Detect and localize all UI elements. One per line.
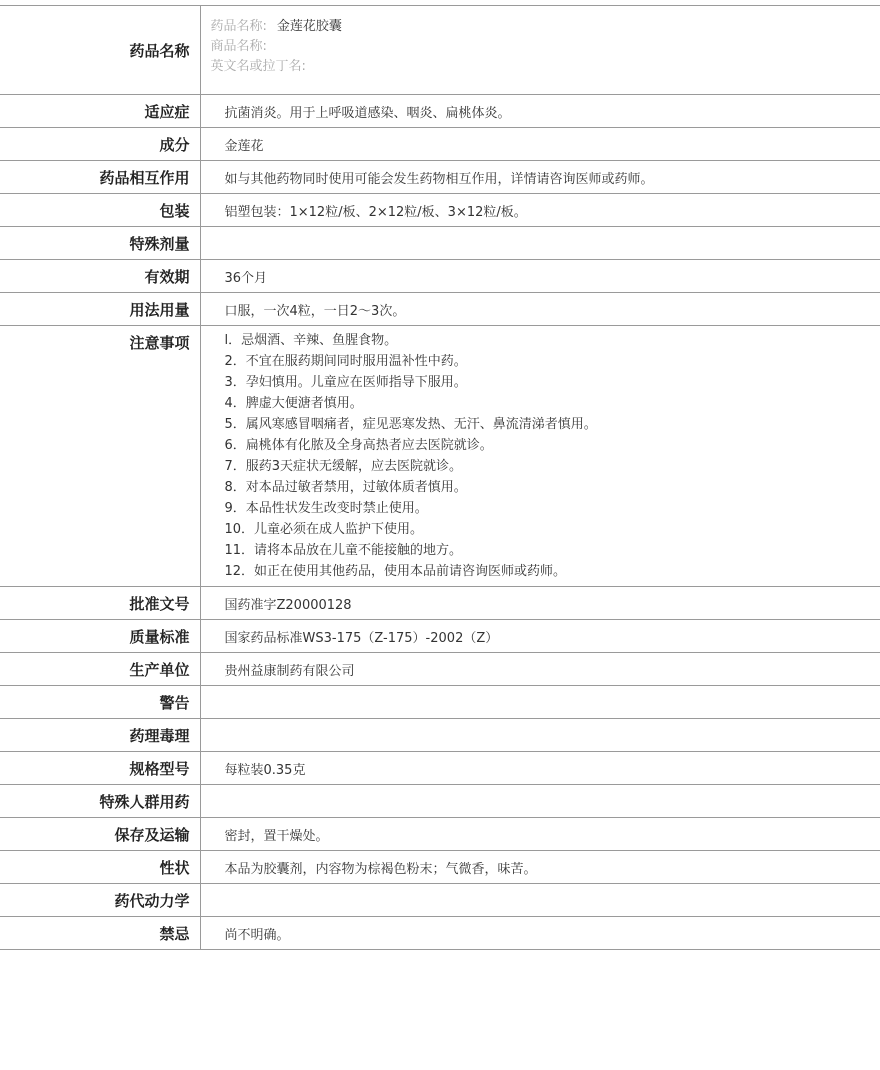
generic-name-key: 药品名称:: [210, 19, 267, 34]
list-item: l．忌烟酒、辛辣、鱼腥食物。: [224, 333, 398, 348]
row-quality-standard: [0, 620, 880, 653]
row-precautions: [0, 326, 880, 587]
row-value: 口服，一次4粒，一日2～3次。: [200, 293, 880, 326]
drug-name-cell: [200, 6, 880, 95]
row-specification: [0, 752, 880, 785]
row-value: 铝塑包装：1×12粒/板、2×12粒/板、3×12粒/板。: [200, 194, 880, 227]
row-value: 每粒装0.35克: [200, 752, 880, 785]
row-shelf-life: [0, 260, 880, 293]
row-value: 尚不明确。: [200, 917, 880, 950]
list-item: 4．脾虚大便溏者慎用。: [224, 396, 363, 411]
trade-name-key: 商品名称:: [210, 39, 267, 54]
row-value: 密封，置干燥处。: [200, 818, 880, 851]
row-label: 保存及运输: [0, 818, 200, 851]
row-label: 性状: [0, 851, 200, 884]
row-label: 特殊人群用药: [0, 785, 200, 818]
list-item: 9．本品性状发生改变时禁止使用。: [224, 501, 428, 516]
row-label: 有效期: [0, 260, 200, 293]
list-item: 12．如正在使用其他药品，使用本品前请咨询医师或药师。: [224, 564, 567, 579]
row-label: 注意事项: [0, 326, 200, 587]
list-item: 8．对本品过敏者禁用，过敏体质者慎用。: [224, 480, 467, 495]
row-value: 抗菌消炎。用于上呼吸道感染、咽炎、扁桃体炎。: [200, 95, 880, 128]
row-value: 金莲花: [200, 128, 880, 161]
row-value: 国家药品标准WS3-175（Z-175）-2002（Z）: [200, 620, 880, 653]
drug-spec-table: [0, 5, 880, 950]
generic-name-value: 金莲花胶囊: [276, 19, 342, 34]
row-warning: [0, 686, 880, 719]
row-pharmacokinetics: [0, 884, 880, 917]
row-label: 警告: [0, 686, 200, 719]
list-item: 3．孕妇慎用。儿童应在医师指导下服用。: [224, 375, 467, 390]
row-special-populations: [0, 785, 880, 818]
row-drug-name: [0, 6, 880, 95]
row-value: [200, 719, 880, 752]
row-description: [0, 851, 880, 884]
row-pharmacology: [0, 719, 880, 752]
row-value: 国药准字Z20000128: [200, 587, 880, 620]
row-dosage: [0, 293, 880, 326]
row-label: 成分: [0, 128, 200, 161]
row-manufacturer: [0, 653, 880, 686]
row-label: 规格型号: [0, 752, 200, 785]
row-interactions: [0, 161, 880, 194]
list-item: 6．扁桃体有化脓及全身高热者应去医院就诊。: [224, 438, 493, 453]
row-ingredients: [0, 128, 880, 161]
row-label: 药品名称: [0, 6, 200, 95]
list-item: 5．属风寒感冒咽痛者，症见恶寒发热、无汗、鼻流清涕者慎用。: [224, 417, 597, 432]
row-indications: [0, 95, 880, 128]
list-item: 2．不宜在服药期间同时服用温补性中药。: [224, 354, 467, 369]
row-value: [200, 884, 880, 917]
row-label: 特殊剂量: [0, 227, 200, 260]
row-special-dosage: [0, 227, 880, 260]
trade-name-line: [211, 37, 880, 57]
row-approval-number: [0, 587, 880, 620]
row-packaging: [0, 194, 880, 227]
row-value: [200, 686, 880, 719]
row-label: 适应症: [0, 95, 200, 128]
row-label: 药品相互作用: [0, 161, 200, 194]
row-value: 36个月: [200, 260, 880, 293]
row-contraindications: [0, 917, 880, 950]
list-item: 11．请将本品放在儿童不能接触的地方。: [224, 543, 463, 558]
precautions-list: [200, 326, 880, 587]
row-value: 本品为胶囊剂，内容物为棕褐色粉末；气微香，味苦。: [200, 851, 880, 884]
row-value: [200, 785, 880, 818]
row-value: 贵州益康制药有限公司: [200, 653, 880, 686]
row-label: 禁忌: [0, 917, 200, 950]
row-label: 包装: [0, 194, 200, 227]
row-label: 药理毒理: [0, 719, 200, 752]
latin-name-line: [211, 57, 880, 77]
list-item: 10．儿童必须在成人监护下使用。: [224, 522, 424, 537]
row-label: 批准文号: [0, 587, 200, 620]
row-storage: [0, 818, 880, 851]
row-label: 生产单位: [0, 653, 200, 686]
row-label: 用法用量: [0, 293, 200, 326]
row-value: 如与其他药物同时使用可能会发生药物相互作用，详情请咨询医师或药师。: [200, 161, 880, 194]
list-item: 7．服药3天症状无缓解，应去医院就诊。: [224, 459, 463, 474]
row-label: 质量标准: [0, 620, 200, 653]
latin-name-key: 英文名或拉丁名:: [210, 59, 306, 74]
row-value: [200, 227, 880, 260]
generic-name-line: [211, 17, 880, 37]
row-label: 药代动力学: [0, 884, 200, 917]
